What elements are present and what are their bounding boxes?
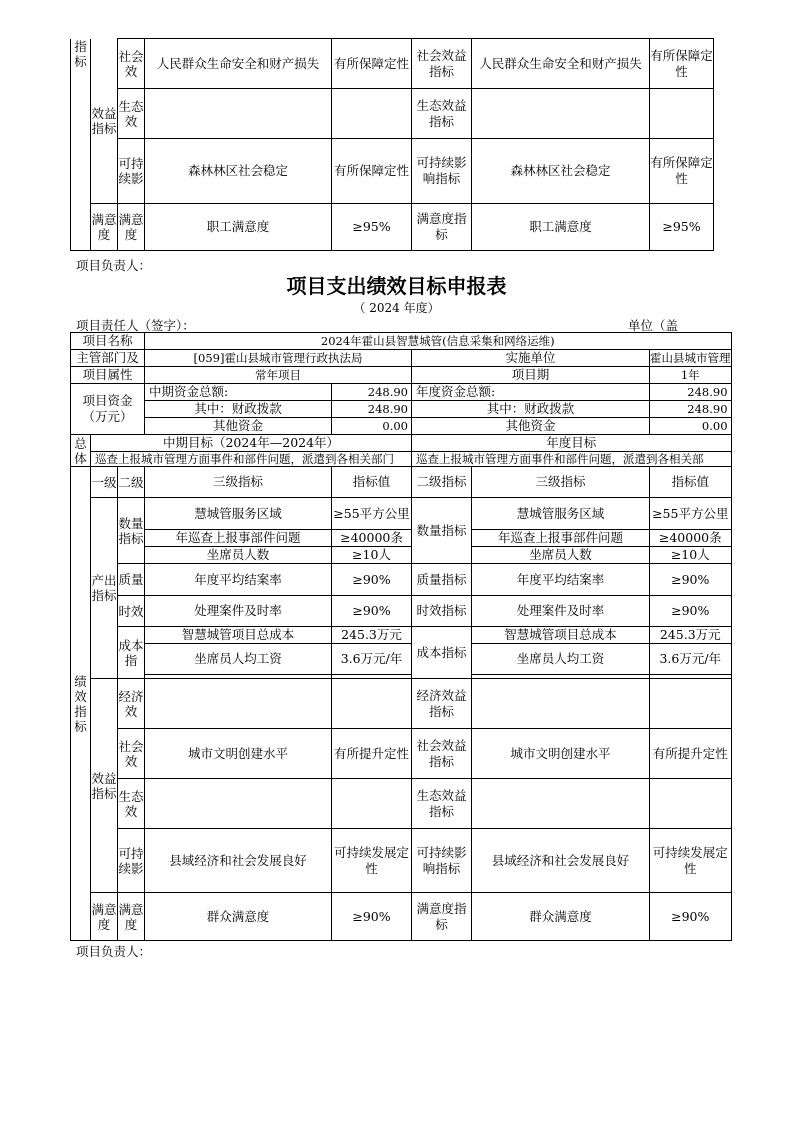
quantity-value-year: ≥55平方公里 bbox=[650, 498, 732, 530]
quantity-indicator-year: 慧城管服务区域 bbox=[472, 498, 650, 530]
satisfaction-indicator-year: 群众满意度 bbox=[472, 893, 650, 941]
quality-indicator-year: 年度平均结案率 bbox=[472, 564, 650, 596]
year-fund-total: 248.90 bbox=[650, 384, 732, 401]
sustainable-value: 可持续发展定性 bbox=[332, 829, 412, 893]
header-level1: 一级 bbox=[91, 467, 118, 498]
economic-label: 经济效 bbox=[118, 679, 145, 729]
quantity-indicator: 年巡查上报事部件问题 bbox=[145, 530, 332, 547]
quality-level2: 质量指标 bbox=[412, 564, 472, 596]
satisfaction-level2: 满意度指标 bbox=[412, 893, 472, 941]
satisfaction-value-year: ≥95% bbox=[650, 204, 714, 251]
header-level3: 三级指标 bbox=[145, 467, 332, 498]
ecological-value bbox=[332, 779, 412, 829]
eco-indicator-year bbox=[472, 89, 650, 139]
unit-seal-label: 单位（盖 bbox=[628, 318, 679, 333]
quantity-value-year: ≥40000条 bbox=[650, 530, 732, 547]
ecological-value-year bbox=[650, 779, 732, 829]
indicator-column-label: 指标 bbox=[71, 39, 91, 251]
satisfaction-label: 满意度 bbox=[118, 893, 145, 941]
eco-indicator bbox=[145, 89, 332, 139]
satisfaction-value-year: ≥90% bbox=[650, 893, 732, 941]
benefit-indicator-label: 效益指标 bbox=[91, 39, 118, 204]
year-goal-text: 巡查上报城市管理方面事件和部件问题，派遣到各相关部 bbox=[412, 452, 732, 467]
mid-goal-label: 中期目标（2024年—2024年） bbox=[91, 435, 412, 452]
mid-fiscal-label: 其中：财政拨款 bbox=[145, 401, 332, 418]
cost-value: 3.6万元/年 bbox=[332, 644, 412, 675]
mid-other-label: 其他资金 bbox=[145, 418, 332, 435]
performance-indicator-label: 绩效指标 bbox=[71, 467, 91, 941]
cost-indicator-year: 坐席员人均工资 bbox=[472, 644, 650, 675]
time-level2: 时效指标 bbox=[412, 596, 472, 627]
responsible-person-label: 项目责任人（签字）： bbox=[76, 318, 195, 333]
mid-fund-total: 248.90 bbox=[332, 384, 412, 401]
satisfaction-level1: 满意度 bbox=[91, 893, 118, 941]
quantity-value: ≥10人 bbox=[332, 547, 412, 564]
header-level3-year: 三级指标 bbox=[472, 467, 650, 498]
satisfaction-indicator: 群众满意度 bbox=[145, 893, 332, 941]
header-value: 指标值 bbox=[332, 467, 412, 498]
satisfaction-label: 满意度 bbox=[118, 204, 145, 251]
year-fiscal-value: 248.90 bbox=[650, 401, 732, 418]
quantity-indicator-year: 年巡查上报事部件问题 bbox=[472, 530, 650, 547]
implementing-unit-label: 实施单位 bbox=[412, 350, 650, 367]
project-period-label: 项目期 bbox=[412, 367, 650, 384]
satisfaction-value: ≥90% bbox=[332, 893, 412, 941]
cost-value-year: 3.6万元/年 bbox=[650, 644, 732, 675]
eco-level2: 生态效益指标 bbox=[412, 89, 472, 139]
sustainable-level2: 可持续影响指标 bbox=[412, 829, 472, 893]
benefit-indicator-label: 效益指标 bbox=[91, 679, 118, 893]
time-value-year: ≥90% bbox=[650, 596, 732, 627]
sustainable-indicator-year: 县域经济和社会发展良好 bbox=[472, 829, 650, 893]
year-other-label: 其他资金 bbox=[412, 418, 650, 435]
social-indicator: 人民群众生命安全和财产损失 bbox=[145, 39, 332, 89]
quantity-indicator-label: 数量指标 bbox=[118, 498, 145, 564]
sustainable-indicator: 县域经济和社会发展良好 bbox=[145, 829, 332, 893]
eco-benefit-label: 生态效 bbox=[118, 89, 145, 139]
quality-value: ≥90% bbox=[332, 564, 412, 596]
year-goal-label: 年度目标 bbox=[412, 435, 732, 452]
performance-table bbox=[70, 332, 732, 941]
time-indicator-year: 处理案件及时率 bbox=[472, 596, 650, 627]
economic-indicator bbox=[145, 679, 332, 729]
economic-indicator-year bbox=[472, 679, 650, 729]
quantity-value-year: ≥10人 bbox=[650, 547, 732, 564]
satisfaction-value: ≥95% bbox=[332, 204, 412, 251]
mid-fiscal-value: 248.90 bbox=[332, 401, 412, 418]
time-value: ≥90% bbox=[332, 596, 412, 627]
eco-value bbox=[332, 89, 412, 139]
social-indicator: 城市文明创建水平 bbox=[145, 729, 332, 779]
mid-goal-text: 巡查上报城市管理方面事件和部件问题，派遣到各相关部门 bbox=[91, 452, 412, 467]
social-level2: 社会效益指标 bbox=[412, 39, 472, 89]
quantity-level2: 数量指标 bbox=[412, 498, 472, 564]
department-value: [059]霍山县城市管理行政执法局 bbox=[145, 350, 412, 367]
implementing-unit-value: 霍山县城市管理 bbox=[650, 350, 731, 365]
social-level2: 社会效益指标 bbox=[412, 729, 472, 779]
project-name-label: 项目名称 bbox=[71, 333, 145, 350]
project-attribute-label: 项目属性 bbox=[71, 367, 145, 384]
eco-value-year bbox=[650, 89, 714, 139]
overall-goal-label: 总体 bbox=[71, 435, 91, 467]
quantity-indicator: 慧城管服务区域 bbox=[145, 498, 332, 530]
year-label: （ 2024 年度） bbox=[353, 301, 440, 315]
satisfaction-level2: 满意度指标 bbox=[412, 204, 472, 251]
year-other-value: 0.00 bbox=[650, 418, 732, 435]
page-title: 项目支出绩效目标申报表 bbox=[286, 274, 507, 298]
department-label: 主管部门及 bbox=[71, 350, 145, 367]
sustainable-indicator: 森林林区社会稳定 bbox=[145, 139, 332, 204]
sustainable-value: 有所保障定性 bbox=[332, 139, 412, 204]
project-leader-label: 项目负责人： bbox=[76, 944, 152, 959]
year-fiscal-label: 其中：财政拨款 bbox=[412, 401, 650, 418]
header-value-year: 指标值 bbox=[650, 467, 732, 498]
ecological-label: 生态效 bbox=[118, 779, 145, 829]
year-fund-total-label: 年度资金总额: bbox=[412, 384, 650, 401]
sustainable-value-year: 可持续发展定性 bbox=[650, 829, 732, 893]
project-fund-label: 项目资金（万元） bbox=[71, 384, 145, 435]
social-value: 有所保障定性 bbox=[332, 39, 412, 89]
satisfaction-indicator: 职工满意度 bbox=[145, 204, 332, 251]
cost-indicator: 智慧城管项目总成本 bbox=[145, 627, 332, 644]
social-benefit-label: 社会效 bbox=[118, 39, 145, 89]
ecological-indicator-year bbox=[472, 779, 650, 829]
economic-value bbox=[332, 679, 412, 729]
sustainable-label: 可持续影 bbox=[118, 829, 145, 893]
quantity-indicator-year: 坐席员人数 bbox=[472, 547, 650, 564]
header-level2: 二级 bbox=[118, 467, 145, 498]
cost-value: 245.3万元 bbox=[332, 627, 412, 644]
social-value-year: 有所提升定性 bbox=[650, 729, 732, 779]
ecological-level2: 生态效益指标 bbox=[412, 779, 472, 829]
ecological-indicator bbox=[145, 779, 332, 829]
social-indicator-year: 人民群众生命安全和财产损失 bbox=[472, 39, 650, 89]
continued-table bbox=[70, 38, 714, 251]
social-indicator-year: 城市文明创建水平 bbox=[472, 729, 650, 779]
economic-level2: 经济效益指标 bbox=[412, 679, 472, 729]
cost-indicator-year: 智慧城管项目总成本 bbox=[472, 627, 650, 644]
sustainable-level2: 可持续影响指标 bbox=[412, 139, 472, 204]
quantity-indicator: 坐席员人数 bbox=[145, 547, 332, 564]
sustainable-indicator-year: 森林林区社会稳定 bbox=[472, 139, 650, 204]
quality-indicator: 年度平均结案率 bbox=[145, 564, 332, 596]
quality-label: 质量 bbox=[118, 564, 145, 596]
project-name-value: 2024年霍山县智慧城管(信息采集和网络运维) bbox=[145, 333, 732, 350]
quantity-value: ≥55平方公里 bbox=[332, 498, 412, 530]
mid-other-value: 0.00 bbox=[332, 418, 412, 435]
social-value-year: 有所保障定性 bbox=[650, 39, 714, 89]
quantity-value: ≥40000条 bbox=[332, 530, 412, 547]
cost-indicator: 坐席员人均工资 bbox=[145, 644, 332, 675]
economic-value-year bbox=[650, 679, 732, 729]
satisfaction-indicator-year: 职工满意度 bbox=[472, 204, 650, 251]
cost-value-year: 245.3万元 bbox=[650, 627, 732, 644]
social-value: 有所提升定性 bbox=[332, 729, 412, 779]
cost-level2: 成本指标 bbox=[412, 627, 472, 679]
header-level2-year: 二级指标 bbox=[412, 467, 472, 498]
project-attribute-value: 常年项目 bbox=[145, 367, 412, 384]
mid-fund-total-label: 中期资金总额: bbox=[145, 384, 332, 401]
quality-value-year: ≥90% bbox=[650, 564, 732, 596]
time-indicator: 处理案件及时率 bbox=[145, 596, 332, 627]
project-period-value: 1年 bbox=[650, 367, 732, 384]
sustainable-label: 可持续影 bbox=[118, 139, 145, 204]
sustainable-value-year: 有所保障定性 bbox=[650, 139, 714, 204]
project-leader-label: 项目负责人： bbox=[76, 258, 152, 273]
time-label: 时效 bbox=[118, 596, 145, 627]
cost-label: 成本指 bbox=[118, 627, 145, 679]
social-label: 社会效 bbox=[118, 729, 145, 779]
output-indicator-label: 产出指标 bbox=[91, 498, 118, 679]
satisfaction-level1: 满意度 bbox=[91, 204, 118, 251]
